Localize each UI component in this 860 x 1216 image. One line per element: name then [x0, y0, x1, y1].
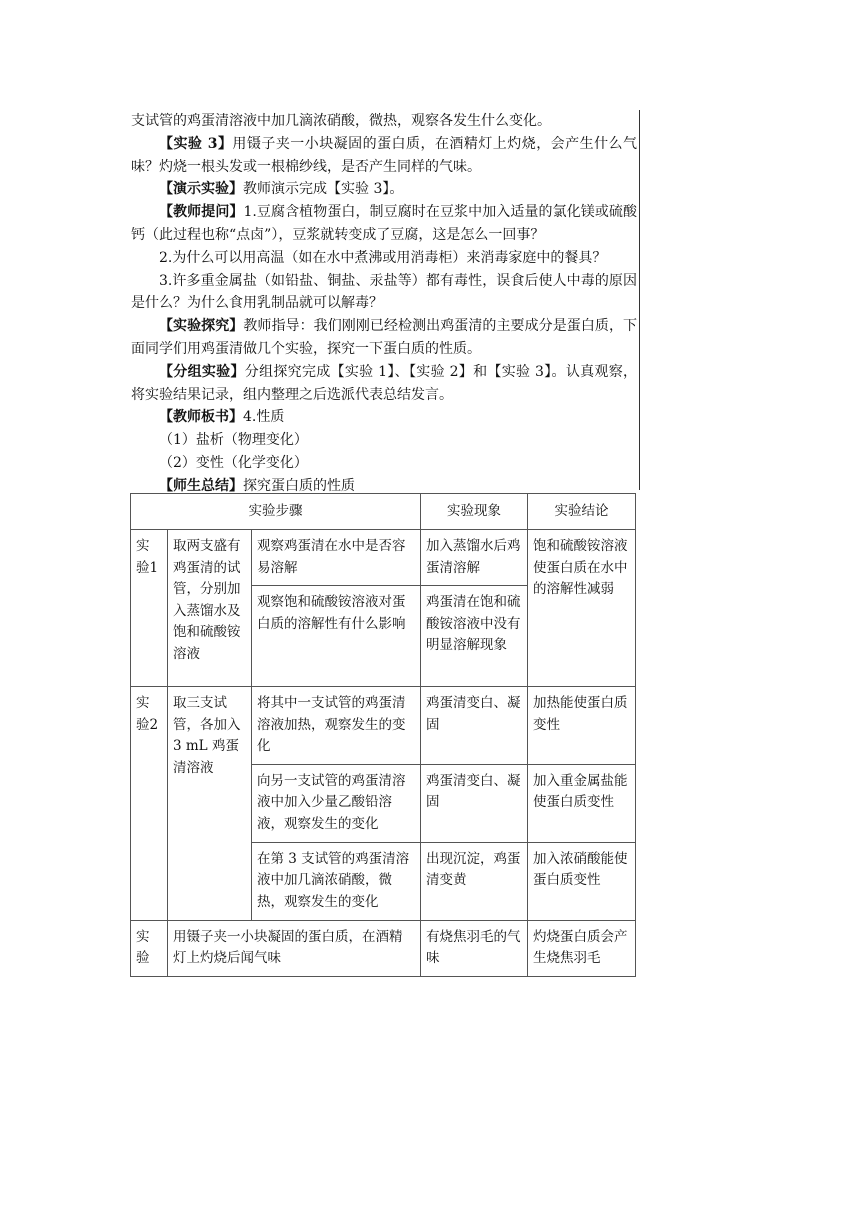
exp2-step-3: 在第 3 支试管的鸡蛋清溶液中加几滴浓硝酸，微热，观察发生的变化 — [252, 842, 421, 920]
exp3-step: 用镊子夹一小块凝固的蛋白质，在酒精灯上灼烧后闻气味 — [168, 920, 421, 976]
exp3-label: 实验 — [131, 920, 168, 976]
right-border-line — [639, 110, 640, 490]
exp2-desc: 取三支试管，各加入 3 mL 鸡蛋清溶液 — [168, 687, 252, 921]
exp1-step-1: 观察鸡蛋清在水中是否容易溶解 — [252, 530, 421, 586]
paragraph-salting: （1）盐析（物理变化） — [159, 432, 308, 449]
exp1-conclusion: 饱和硫酸铵溶液使蛋白质在水中的溶解性减弱 — [528, 530, 636, 687]
paragraph-inquiry: 【实验探究】教师指导：我们刚刚已经检测出鸡蛋清的主要成分是蛋白质，下面同学们用鸡蛋清做几个实验，探究一下蛋白质的性质。 — [131, 318, 638, 357]
table-row — [131, 687, 636, 765]
paragraph-board: 【教师板书】4.性质 — [159, 409, 285, 426]
exp2-phenomenon-3: 出现沉淀，鸡蛋清变黄 — [421, 842, 528, 920]
header-conclusion: 实验结论 — [528, 494, 636, 530]
exp3-conclusion: 灼烧蛋白质会产生烧焦羽毛 — [528, 920, 636, 976]
paragraph-summary: 【师生总结】探究蛋白质的性质 — [159, 477, 355, 494]
exp2-label: 实验2 — [131, 687, 168, 921]
exp2-phenomenon-1: 鸡蛋清变白、凝固 — [421, 687, 528, 765]
paragraph-group: 【分组实验】分组探究完成【实验 1】、【实验 2】和【实验 3】。认真观察，将实验结果记录，组内整理之后选派代表总结发言。 — [131, 363, 638, 403]
paragraph-denature: （2）变性（化学变化） — [159, 454, 308, 471]
table-row — [131, 920, 636, 976]
exp2-phenomenon-2: 鸡蛋清变白、凝固 — [421, 764, 528, 842]
paragraph-question3: 3.许多重金属盐（如铅盐、铜盐、汞盐等）都有毒性，误食后使人中毒的原因是什么？为什么食用乳制品就可以解毒？ — [131, 272, 637, 312]
exp3-phenomenon: 有烧焦羽毛的气味 — [421, 920, 528, 976]
exp1-phenomenon-1: 加入蒸馏水后鸡蛋清溶解 — [421, 530, 528, 586]
exp2-conclusion-1: 加热能使蛋白质变性 — [528, 687, 636, 765]
table-header-row — [131, 494, 636, 530]
exp1-phenomenon-2: 鸡蛋清在饱和硫酸铵溶液中没有明显溶解现象 — [421, 586, 528, 687]
paragraph-demo: 【演示实验】教师演示完成【实验 3】。 — [159, 181, 404, 198]
table-row — [131, 530, 636, 586]
header-steps: 实验步骤 — [131, 494, 421, 530]
exp2-step-2: 向另一支试管的鸡蛋清溶液中加入少量乙酸铅溶液，观察发生的变化 — [252, 764, 421, 842]
exp1-step-2: 观察饱和硫酸铵溶液对蛋白质的溶解性有什么影响 — [252, 586, 421, 687]
paragraph-1: 支试管的鸡蛋清溶液中加几滴浓硝酸，微热，观察各发生什么变化。 — [131, 113, 551, 129]
lesson-text — [131, 110, 637, 498]
paragraph-experiment3: 【实验 3】用镊子夹一小块凝固的蛋白质，在酒精灯上灼烧，会产生什么气味？灼烧一根头发或一根棉纱线，是否产生同样的气味。 — [131, 135, 637, 175]
paragraph-question2: 2.为什么可以用高温（如在水中煮沸或用消毒柜）来消毒家庭中的餐具？ — [159, 249, 607, 266]
header-phenomenon: 实验现象 — [421, 494, 528, 530]
results-table — [130, 493, 636, 977]
exp2-conclusion-2: 加入重金属盐能使蛋白质变性 — [528, 764, 636, 842]
paragraph-question1: 【教师提问】1.豆腐含植物蛋白，制豆腐时在豆浆中加入适量的氯化镁或硫酸钙（此过程也称“点卤”），豆浆就转变成了豆腐，这是怎么一回事？ — [131, 204, 638, 243]
exp1-desc: 取两支盛有鸡蛋清的试管，分别加入蒸馏水及饱和硫酸铵溶液 — [168, 530, 252, 687]
exp2-conclusion-3: 加入浓硝酸能使蛋白质变性 — [528, 842, 636, 920]
exp1-label: 实验1 — [131, 530, 168, 687]
exp2-step-1: 将其中一支试管的鸡蛋清溶液加热，观察发生的变化 — [252, 687, 421, 765]
